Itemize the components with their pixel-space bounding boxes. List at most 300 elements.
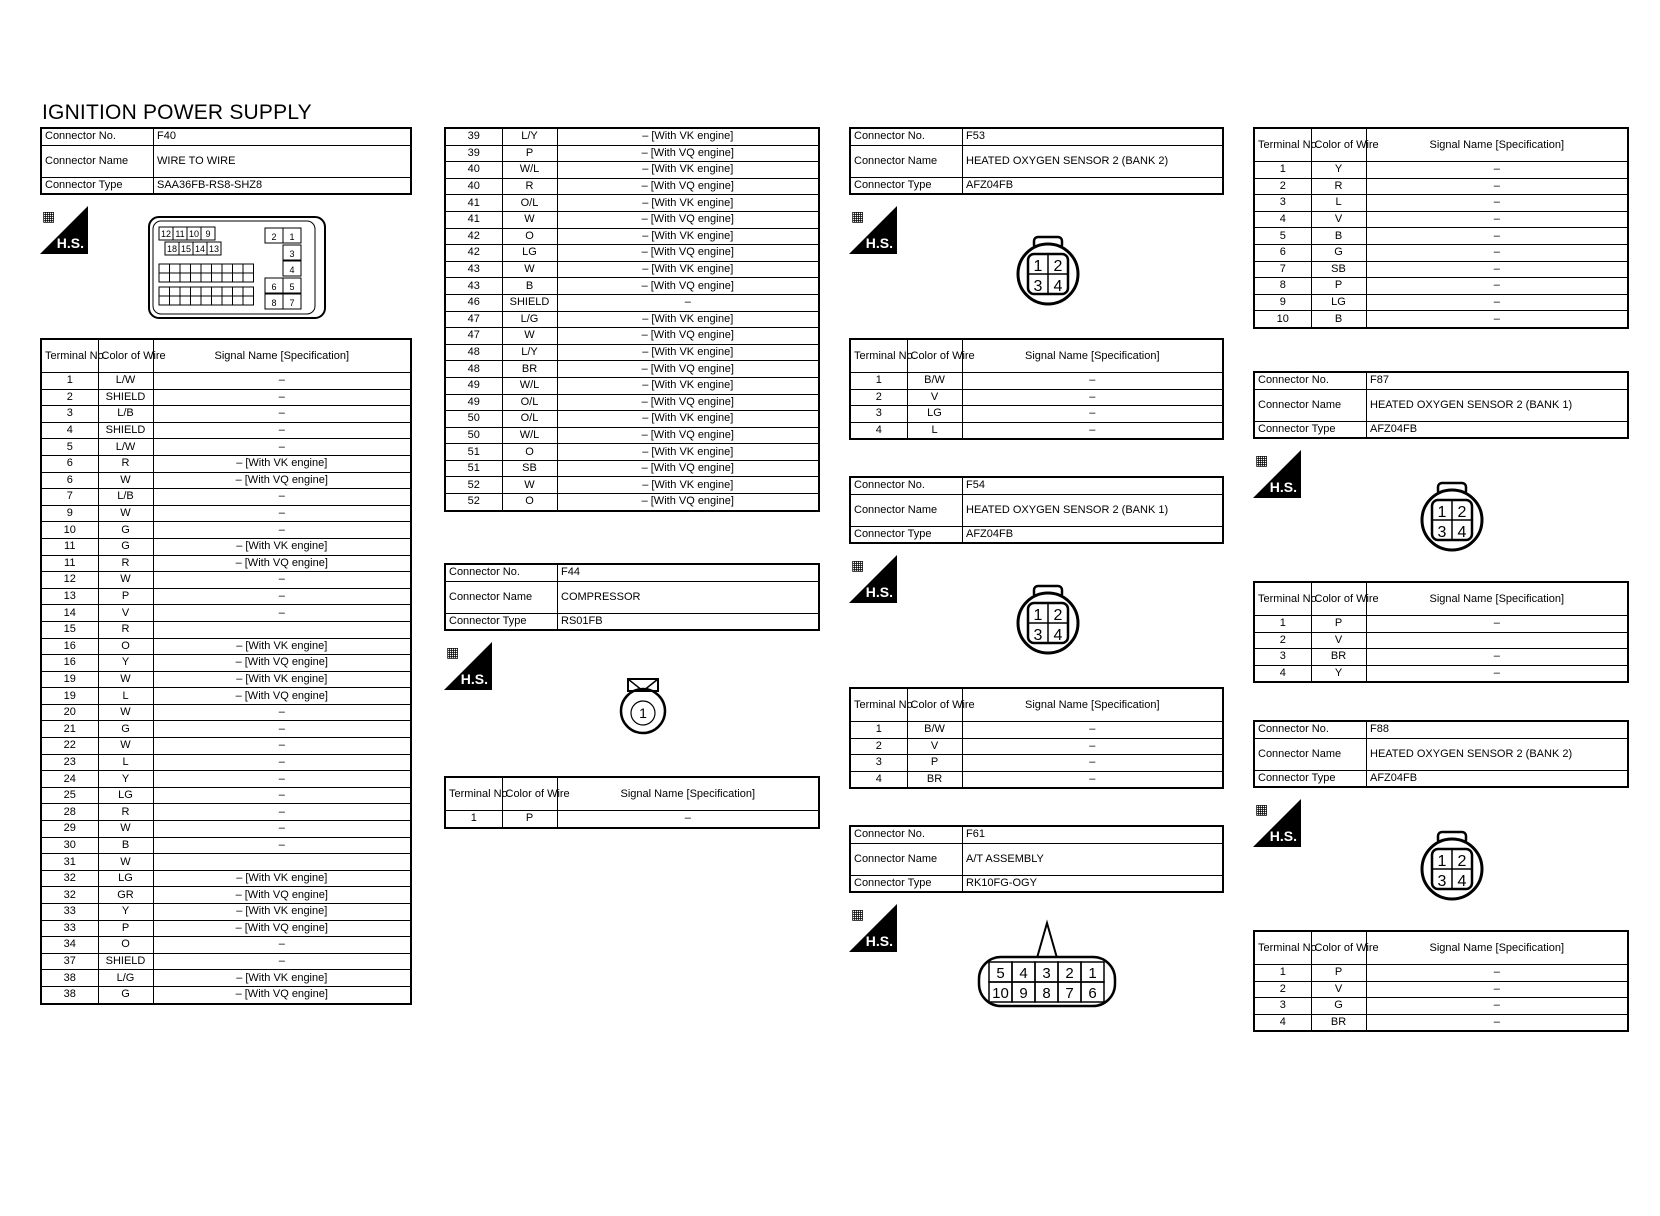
terminal-cell: 28 [41,804,98,821]
connector-f87 [1253,371,1629,439]
terminal-cell: 1 [445,811,502,828]
pin-4: 4 [1019,965,1028,982]
conn-no-value: F40 [154,128,412,145]
pin-7: 7 [1065,985,1074,1002]
color-cell: BR [502,361,557,378]
pin-1: 1 [1437,504,1447,521]
conn-name-value: WIRE TO WIRE [154,145,412,177]
signal-cell: – [153,754,411,771]
terminal-cell: 1 [41,373,98,390]
conn-name-value: HEATED OXYGEN SENSOR 2 (BANK 1) [963,494,1224,526]
f87-pin-table [1253,581,1629,683]
signal-cell: – [962,406,1223,423]
pin-8: 8 [1042,985,1051,1002]
conn-type-label: Connector Type [1254,770,1367,787]
signal-cell: – [962,738,1223,755]
conn-no-value: F88 [1367,721,1629,738]
terminal-cell: 15 [41,621,98,638]
signal-cell: – [1366,616,1628,633]
conn-no-label: Connector No. [850,826,963,843]
signal-cell: – [1366,998,1628,1015]
conn-no-value: F44 [558,564,820,581]
pin-2: 2 [1053,258,1063,275]
signal-cell: – [With VK engine] [557,411,819,428]
color-cell: W [502,261,557,278]
color-cell: LG [907,406,962,423]
signal-cell: – [With VQ engine] [557,145,819,162]
pin-6: 6 [1088,985,1097,1002]
table-row [1254,195,1628,212]
conn-type-label: Connector Type [850,875,963,892]
color-cell: SHIELD [98,422,153,439]
color-cell: BR [907,771,962,788]
terminal-header: Terminal No. [445,777,502,811]
signal-cell: – [With VQ engine] [153,986,411,1003]
color-cell: BR [1311,649,1366,666]
conn-type-label: Connector Type [445,613,558,630]
table-row [41,522,411,539]
table-row [445,377,819,394]
terminal-cell: 49 [445,377,502,394]
pin-1: 1 [1088,965,1097,982]
conn-type-label: Connector Type [850,177,963,194]
signal-cell [1366,632,1628,649]
color-cell: Y [98,655,153,672]
signal-cell: – [With VQ engine] [153,887,411,904]
table-row [445,294,819,311]
color-cell: B [1311,311,1366,328]
color-cell: SB [1311,261,1366,278]
conn-no-value: F61 [963,826,1224,843]
color-cell: LG [1311,294,1366,311]
signal-cell: – [962,722,1223,739]
color-cell: Y [1311,665,1366,682]
signal-cell: – [962,422,1223,439]
terminal-cell: 38 [41,970,98,987]
terminal-header: Terminal No. [1254,931,1311,965]
color-cell: P [502,145,557,162]
cavity-label: 2 [271,232,277,242]
terminal-cell: 38 [41,986,98,1003]
signal-cell: – [153,373,411,390]
color-cell: V [1311,211,1366,228]
signal-cell [153,854,411,871]
color-cell: L/Y [502,344,557,361]
table-row [1254,162,1628,179]
table-row [41,671,411,688]
color-cell: G [98,986,153,1003]
terminal-cell: 19 [41,688,98,705]
terminal-cell: 14 [41,605,98,622]
conn-name-value: COMPRESSOR [558,581,820,613]
color-cell: P [502,811,557,828]
signal-cell: – [962,389,1223,406]
terminal-cell: 4 [1254,1014,1311,1031]
terminal-cell: 46 [445,294,502,311]
cavity-label: 8 [271,298,277,308]
signal-cell: – [962,373,1223,390]
conn-type-value: RK10FG-OGY [963,875,1224,892]
table-row [41,704,411,721]
pin-4: 4 [1053,278,1063,295]
table-row [850,722,1223,739]
table-row [850,406,1223,423]
terminal-cell: 3 [1254,998,1311,1015]
color-cell: G [98,721,153,738]
cavity-label: 4 [289,265,295,275]
table-row [41,870,411,887]
terminal-cell: 4 [1254,665,1311,682]
terminal-cell: 2 [1254,632,1311,649]
color-header: Color of Wire [907,339,962,373]
f44-connector-face [618,677,670,739]
terminal-cell: 8 [1254,278,1311,295]
color-cell: L [98,754,153,771]
terminal-cell: 22 [41,738,98,755]
table-row [41,406,411,423]
table-row [445,477,819,494]
table-row [445,128,819,145]
terminal-cell: 3 [41,406,98,423]
signal-cell: – [With VK engine] [153,970,411,987]
cavity-label: 1 [289,232,295,242]
table-row [41,837,411,854]
pin-1: 1 [1033,258,1043,275]
conn-no-value: F87 [1367,372,1629,389]
conn-no-label: Connector No. [850,477,963,494]
table-row [41,638,411,655]
terminal-cell: 40 [445,178,502,195]
color-cell: B/W [907,722,962,739]
signal-cell: – [153,422,411,439]
table-row [445,211,819,228]
conn-type-value: AFZ04FB [963,526,1224,543]
cavity-label: 13 [208,244,220,254]
signal-cell: – [With VK engine] [557,477,819,494]
connector-info-f40 [40,127,412,195]
table-row [1254,632,1628,649]
pin-2: 2 [1457,853,1467,870]
signal-cell: – [With VK engine] [557,195,819,212]
color-cell: LG [98,870,153,887]
terminal-cell: 39 [445,128,502,145]
signal-header: Signal Name [Specification] [1366,128,1628,162]
page-title: IGNITION POWER SUPPLY [42,101,312,124]
table-row [41,920,411,937]
conn-type-value: RS01FB [558,613,820,630]
signal-cell: – [153,771,411,788]
terminal-cell: 2 [1254,178,1311,195]
conn-no-label: Connector No. [1254,372,1367,389]
terminal-cell: 2 [850,738,907,755]
color-cell: G [98,522,153,539]
table-row [41,688,411,705]
terminal-cell: 39 [445,145,502,162]
cavity-label: 7 [289,298,295,308]
signal-cell: – [1366,649,1628,666]
terminal-cell: 50 [445,411,502,428]
table-row [41,787,411,804]
terminal-cell: 3 [850,755,907,772]
color-cell: L/G [98,970,153,987]
conn-name-value: HEATED OXYGEN SENSOR 2 (BANK 1) [1367,389,1629,421]
signal-cell: – [153,439,411,456]
pin-3: 3 [1033,278,1043,295]
color-cell: W/L [502,427,557,444]
color-cell: R [98,455,153,472]
signal-cell: – [1366,162,1628,179]
signal-cell [153,621,411,638]
terminal-cell: 41 [445,211,502,228]
table-row [41,953,411,970]
pin-10: 10 [992,985,1009,1002]
signal-cell: – [1366,228,1628,245]
signal-cell: – [153,953,411,970]
terminal-cell: 47 [445,311,502,328]
f87-connector-face [1414,480,1490,552]
signal-cell: – [With VK engine] [153,904,411,921]
signal-cell: – [With VK engine] [153,455,411,472]
color-cell: SHIELD [98,389,153,406]
terminal-cell: 19 [41,671,98,688]
signal-cell: – [With VQ engine] [557,328,819,345]
f53-pin-table [849,338,1224,440]
terminal-cell: 42 [445,245,502,262]
terminal-header: Terminal No. [1254,128,1311,162]
signal-cell: – [1366,965,1628,982]
conn-name-value: HEATED OXYGEN SENSOR 2 (BANK 2) [963,145,1224,177]
signal-cell: – [With VQ engine] [153,688,411,705]
color-cell: W [502,211,557,228]
terminal-cell: 24 [41,771,98,788]
hs-icon: ▦ H.S. [1253,799,1301,847]
hs-icon: ▦ H.S. [444,642,492,690]
table-row [445,311,819,328]
table-row [41,588,411,605]
table-row [445,328,819,345]
conn-no-label: Connector No. [41,128,154,145]
table-row [41,373,411,390]
pin-3: 3 [1437,873,1447,890]
table-row [445,278,819,295]
color-cell: W [502,477,557,494]
color-cell: L [907,422,962,439]
color-cell: W [98,671,153,688]
signal-cell: – [With VK engine] [557,128,819,145]
signal-cell: – [With VQ engine] [557,427,819,444]
cavity-label: 18 [166,244,178,254]
connector-f88 [1253,720,1629,788]
table-row [1254,261,1628,278]
table-row [445,361,819,378]
table-row [850,373,1223,390]
signal-cell: – [153,588,411,605]
terminal-cell: 49 [445,394,502,411]
terminal-cell: 30 [41,837,98,854]
cavity-label: 9 [205,229,211,239]
table-row [41,655,411,672]
color-cell: V [907,738,962,755]
signal-cell: – [With VQ engine] [557,178,819,195]
table-row [41,754,411,771]
color-cell: R [98,621,153,638]
signal-cell: – [153,787,411,804]
pin-3: 3 [1042,965,1051,982]
terminal-cell: 10 [1254,311,1311,328]
terminal-cell: 32 [41,870,98,887]
signal-header: Signal Name [Specification] [1366,582,1628,616]
table-row [41,422,411,439]
pin-4: 4 [1457,873,1467,890]
terminal-cell: 12 [41,572,98,589]
signal-cell: – [With VK engine] [153,671,411,688]
terminal-cell: 23 [41,754,98,771]
signal-cell: – [557,294,819,311]
signal-cell: – [153,721,411,738]
color-cell: BR [1311,1014,1366,1031]
color-cell: SHIELD [98,953,153,970]
terminal-cell: 1 [850,722,907,739]
pin-2: 2 [1053,607,1063,624]
color-cell: R [98,804,153,821]
signal-header: Signal Name [Specification] [557,777,819,811]
signal-cell: – [1366,1014,1628,1031]
cavity-label: 11 [175,229,185,239]
conn-type-value: AFZ04FB [1367,770,1629,787]
signal-cell: – [With VQ engine] [557,361,819,378]
table-row [445,162,819,179]
color-header: Color of Wire [907,688,962,722]
terminal-cell: 32 [41,887,98,904]
signal-cell: – [1366,178,1628,195]
terminal-cell: 13 [41,588,98,605]
signal-header: Signal Name [Specification] [962,339,1223,373]
table-row [1254,228,1628,245]
signal-cell: – [With VQ engine] [557,211,819,228]
terminal-cell: 51 [445,444,502,461]
table-row [41,505,411,522]
color-cell: W [98,821,153,838]
table-row [850,755,1223,772]
table-row [1254,211,1628,228]
table-row [445,261,819,278]
table-row [41,771,411,788]
table-row [41,389,411,406]
color-header: Color of Wire [1311,931,1366,965]
table-row [41,472,411,489]
connector-f40 [40,127,412,195]
signal-cell: – [153,804,411,821]
signal-cell: – [With VK engine] [557,228,819,245]
signal-cell: – [153,937,411,954]
table-row [445,178,819,195]
terminal-cell: 33 [41,904,98,921]
cavity-label: 3 [289,249,295,259]
signal-cell: – [153,821,411,838]
connector-f61 [849,825,1224,893]
signal-cell: – [1366,981,1628,998]
signal-cell: – [With VK engine] [153,538,411,555]
conn-name-label: Connector Name [850,494,963,526]
terminal-cell: 42 [445,228,502,245]
signal-cell: – [153,522,411,539]
color-cell: W/L [502,377,557,394]
connector-f44 [444,563,820,631]
pin-1: 1 [1033,607,1043,624]
signal-cell: – [1366,278,1628,295]
table-row [41,937,411,954]
table-row [445,427,819,444]
table-row [41,854,411,871]
table-row [41,721,411,738]
signal-header: Signal Name [Specification] [962,688,1223,722]
terminal-cell: 7 [1254,261,1311,278]
pin-1: 1 [1437,853,1447,870]
conn-name-label: Connector Name [850,145,963,177]
color-cell: B [502,278,557,295]
terminal-cell: 4 [1254,211,1311,228]
terminal-cell: 3 [1254,649,1311,666]
table-row [41,970,411,987]
signal-cell: – [153,605,411,622]
conn-name-value: A/T ASSEMBLY [963,843,1224,875]
table-row [41,738,411,755]
cavity-label: 10 [188,229,200,239]
f61-pin-table [1253,127,1629,329]
cavity-label: 14 [194,244,206,254]
table-row [41,621,411,638]
table-row [41,489,411,506]
pin-1: 1 [639,705,647,721]
table-row [445,460,819,477]
color-cell: G [98,538,153,555]
terminal-cell: 43 [445,261,502,278]
table-row [41,986,411,1003]
color-cell: O/L [502,394,557,411]
terminal-cell: 7 [41,489,98,506]
terminal-cell: 43 [445,278,502,295]
hs-icon: ▦ H.S. [1253,450,1301,498]
signal-header: Signal Name [Specification] [1366,931,1628,965]
f40-pin-table [40,338,412,1005]
table-row [445,245,819,262]
signal-cell: – [1366,244,1628,261]
signal-cell: – [1366,294,1628,311]
conn-name-value: HEATED OXYGEN SENSOR 2 (BANK 2) [1367,738,1629,770]
f44-pin-table [444,776,820,829]
color-cell: G [1311,998,1366,1015]
terminal-cell: 9 [41,505,98,522]
table-row [41,455,411,472]
table-row [850,738,1223,755]
conn-no-value: F53 [963,128,1224,145]
conn-name-label: Connector Name [41,145,154,177]
conn-no-value: F54 [963,477,1224,494]
signal-cell: – [With VQ engine] [153,655,411,672]
conn-name-label: Connector Name [1254,738,1367,770]
conn-no-label: Connector No. [1254,721,1367,738]
terminal-header: Terminal No. [850,688,907,722]
terminal-cell: 5 [41,439,98,456]
terminal-cell: 2 [1254,981,1311,998]
color-cell: R [98,555,153,572]
color-cell: B [98,837,153,854]
table-row [1254,965,1628,982]
signal-cell: – [153,572,411,589]
table-row [445,394,819,411]
terminal-cell: 3 [1254,195,1311,212]
signal-cell: – [With VK engine] [557,344,819,361]
